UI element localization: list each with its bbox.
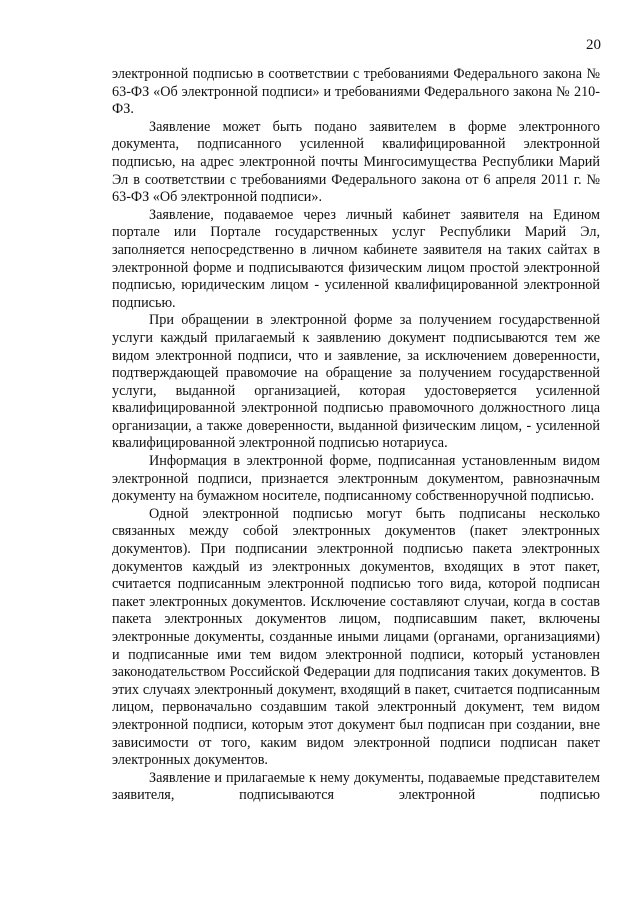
paragraph-attached-documents: При обращении в электронной форме за получением государственной услуги каждый прилагаемый к заявлению документ подписываются тем же видом электронной подписи, что и заявление, за исключением доверенности, подтверждающей правомочие на обращение за получением государственной услуги, выданной организацией, которая удостоверяется усиленной квалифицированной электронной подписью правомочного должностного лица организации, а также доверенности, выданной физическим лицом, - усиленной квалифицированной электронной подписью нотариуса. bbox=[112, 312, 600, 452]
document-body bbox=[112, 66, 600, 805]
paragraph-continuation: электронной подписью в соответствии с требованиями Федерального закона № 63-ФЗ «Об электронной подписи» и требованиями Федерального закона № 210-ФЗ. bbox=[112, 66, 600, 118]
paragraph-personal-account: Заявление, подаваемое через личный кабинет заявителя на Едином портале или Портале государственных услуг Республики Марий Эл, заполняется непосредственно в личном кабинете заявителя на таких сайтах в электронной форме и подписываются физическим лицом простой электронной подписью, юридическим лицом - усиленной квалифицированной электронной подписью. bbox=[112, 206, 600, 311]
paragraph-representative-signature: Заявление и прилагаемые к нему документы, подаваемые представителем заявителя, подписываются электронной подписью bbox=[112, 769, 600, 804]
paragraph-email-submission: Заявление может быть подано заявителем в форме электронного документа, подписанного усиленной квалифицированной электронной подписью, на адрес электронной почты Мингосимущества Республики Марий Эл в соответствии с требованиями Федерального закона от 6 апреля 2011 г. № 63-ФЗ «Об электронной подписи». bbox=[112, 118, 600, 206]
paragraph-electronic-document-equivalence: Информация в электронной форме, подписанная установленным видом электронной подписи, признается электронным документом, равнозначным документу на бумажном носителе, подписанному собственноручной подписью. bbox=[112, 453, 600, 505]
paragraph-document-package: Одной электронной подписью могут быть подписаны несколько связанных между собой электронных документов (пакет электронных документов). При подписании электронной подписью пакета электронных документов каждый из электронных документов, входящих в этот пакет, считается подписанным электронной подписью того вида, которой подписан пакет электронных документов. Исключение составляют случаи, когда в состав пакета электронных документов лицом, подписавшим пакет, включены электронные документы, созданные иными лицами (органами, организациями) и подписанные ими тем видом электронной подписи, который установлен законодательством Российской Федерации для подписания таких документов. В этих случаях электронный документ, входящий в пакет, считается подписанным лицом, первоначально создавшим такой электронный документ, тем видом электронной подписи, которым этот документ был подписан при создании, вне зависимости от того, каким видом электронной подписи подписан пакет электронных документов. bbox=[112, 505, 600, 769]
page-number: 20 bbox=[586, 37, 601, 53]
